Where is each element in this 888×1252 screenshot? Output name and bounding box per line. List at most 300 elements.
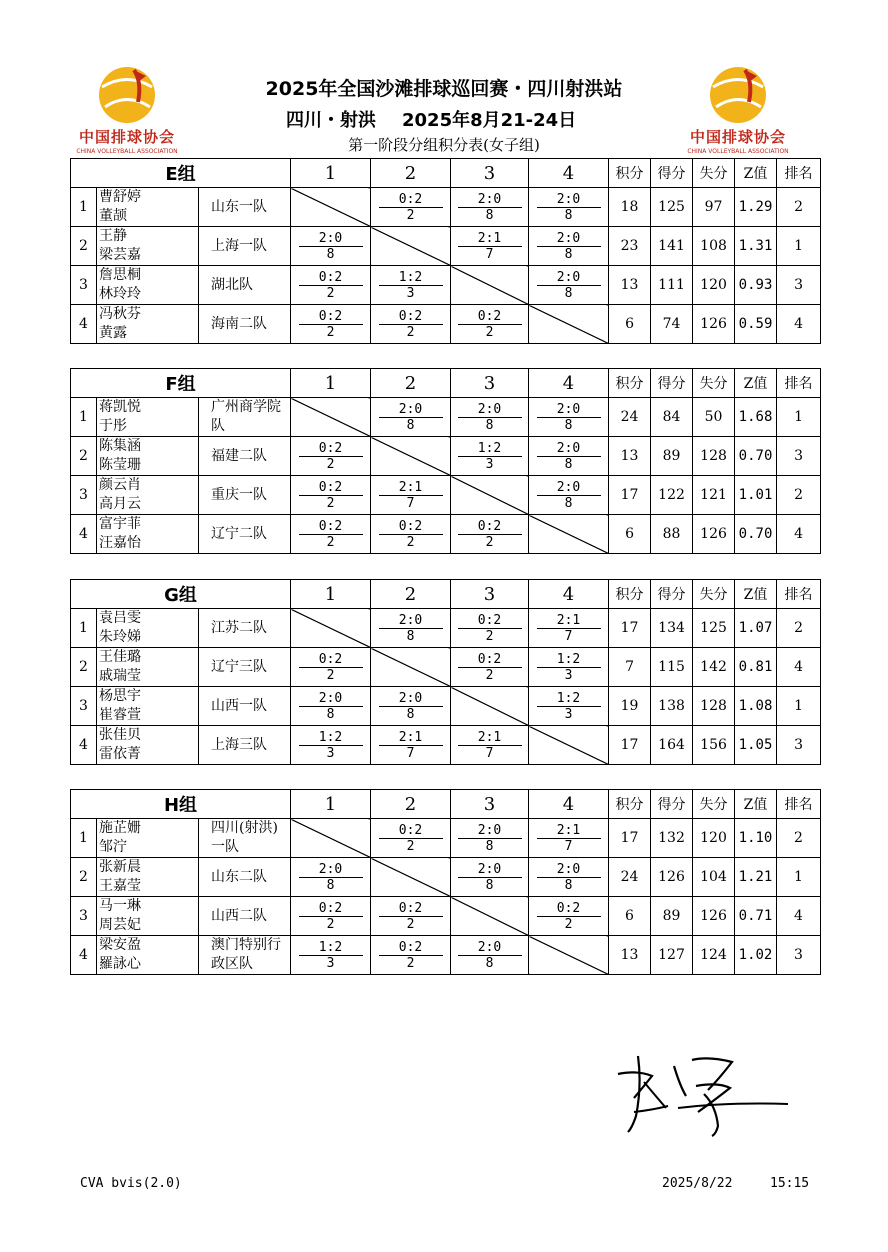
player-names [97,819,199,858]
player-names [97,305,199,344]
match-col-header: 4 [529,369,609,398]
seed-number: 4 [71,936,97,975]
match-col-header: 3 [451,159,529,188]
match-points: 3 [326,745,335,761]
player-1-name: 马一琳 [99,898,141,914]
points-col-header: 积分 [609,369,651,398]
seed-number: 1 [71,398,97,437]
match-points: 7 [406,745,415,761]
scored-value: 141 [651,227,693,266]
scored-value: 127 [651,936,693,975]
page-title: 2025年全国沙滩排球巡回赛・四川射洪站 [265,78,623,100]
scored-value: 115 [651,648,693,687]
match-result-cell [291,687,371,726]
set-score: 2:0 [458,192,522,208]
set-score: 2:0 [537,402,601,418]
match-points: 7 [406,495,415,511]
player-2-name: 王嘉莹 [99,878,141,894]
match-score [537,613,601,644]
lost-value: 97 [693,188,735,227]
scored-col-header: 得分 [651,790,693,819]
match-score [537,270,601,301]
match-score [458,441,522,472]
team-name: 辽宁三队 [199,648,291,687]
group-name: E组 [71,159,291,188]
seed-number: 3 [71,476,97,515]
match-points: 8 [326,246,335,262]
table-row [71,227,821,266]
match-points: 2 [326,916,335,932]
match-col-header: 4 [529,159,609,188]
set-score: 0:2 [379,901,443,917]
match-result-cell [529,227,609,266]
match-points: 2 [326,324,335,340]
set-score: 0:2 [299,309,363,325]
match-col-header: 3 [451,790,529,819]
page-subtitle: 第一阶段分组积分表(女子组) [348,136,540,154]
rank-col-header: 排名 [777,159,821,188]
set-score: 0:2 [458,309,522,325]
match-points: 7 [485,745,494,761]
match-points: 3 [406,285,415,301]
lost-value: 121 [693,476,735,515]
match-result-cell [371,936,451,975]
lost-value: 120 [693,266,735,305]
set-score: 2:1 [379,730,443,746]
set-score: 2:0 [379,402,443,418]
match-score [458,309,522,340]
match-result-cell [371,819,451,858]
match-score [537,823,601,854]
player-1-name: 袁吕雯 [99,610,141,626]
match-result-cell [291,227,371,266]
team-name: 山东二队 [199,858,291,897]
table-row [71,437,821,476]
self-match-cell [371,437,451,476]
match-points: 2 [326,456,335,472]
match-score [379,192,443,223]
scored-value: 125 [651,188,693,227]
seed-number: 2 [71,437,97,476]
self-match-cell [529,305,609,344]
set-score: 2:0 [299,231,363,247]
player-2-name: 于彤 [99,418,127,434]
seed-number: 4 [71,305,97,344]
scored-value: 88 [651,515,693,554]
match-score [299,270,363,301]
table-row [71,609,821,648]
lost-value: 104 [693,858,735,897]
rank-col-header: 排名 [777,580,821,609]
set-score: 2:0 [379,691,443,707]
table-row [71,266,821,305]
match-points: 8 [485,877,494,893]
lost-col-header: 失分 [693,580,735,609]
match-score [458,652,522,683]
set-score: 2:0 [458,823,522,839]
match-score [537,691,601,722]
match-score [299,730,363,761]
table-row [71,726,821,765]
set-score: 2:0 [458,940,522,956]
player-1-name: 梁安盈 [99,937,141,953]
rank-value: 1 [777,227,821,266]
rank-value: 4 [777,897,821,936]
set-score: 0:2 [458,613,522,629]
rank-value: 3 [777,936,821,975]
player-1-name: 曹舒婷 [99,189,141,205]
player-2-name: 汪嘉怡 [99,535,141,551]
rank-value: 4 [777,515,821,554]
points-value: 24 [609,398,651,437]
match-result-cell [529,687,609,726]
rank-value: 3 [777,266,821,305]
match-points: 2 [406,916,415,932]
player-2-name: 林玲玲 [99,286,141,302]
rank-value: 2 [777,609,821,648]
team-name: 上海三队 [199,726,291,765]
self-match-cell [291,609,371,648]
lost-value: 108 [693,227,735,266]
match-result-cell [451,227,529,266]
lost-value: 126 [693,515,735,554]
match-score [537,901,601,932]
points-value: 18 [609,188,651,227]
match-points: 8 [485,838,494,854]
match-score [458,730,522,761]
match-score [379,901,443,932]
match-points: 2 [406,955,415,971]
team-name: 江苏二队 [199,609,291,648]
lost-value: 142 [693,648,735,687]
team-name: 山西二队 [199,897,291,936]
points-value: 17 [609,726,651,765]
self-match-cell [451,476,529,515]
team-name: 重庆一队 [199,476,291,515]
table-row [71,515,821,554]
match-points: 3 [326,955,335,971]
lost-value: 125 [693,609,735,648]
player-2-name: 羅詠心 [99,956,141,972]
player-2-name: 周芸妃 [99,917,141,933]
set-score: 2:0 [537,192,601,208]
group-name: H组 [71,790,291,819]
logo-chinese-text: 中国排球协会 [689,128,786,146]
scored-col-header: 得分 [651,159,693,188]
match-score [299,480,363,511]
match-result-cell [371,398,451,437]
group-table [70,368,821,554]
event-location-dates [286,106,576,132]
set-score: 2:1 [458,730,522,746]
match-points: 2 [406,207,415,223]
table-row [71,188,821,227]
z-value: 1.07 [735,609,777,648]
match-col-header: 4 [529,580,609,609]
rank-col-header: 排名 [777,369,821,398]
match-score [458,519,522,550]
rank-value: 4 [777,305,821,344]
match-score [537,231,601,262]
scored-value: 134 [651,609,693,648]
match-points: 7 [485,246,494,262]
set-score: 2:1 [458,231,522,247]
scored-value: 74 [651,305,693,344]
match-points: 8 [485,207,494,223]
points-value: 17 [609,819,651,858]
points-value: 19 [609,687,651,726]
set-score: 0:2 [379,192,443,208]
match-col-header: 2 [371,159,451,188]
player-names [97,476,199,515]
match-score [537,862,601,893]
footer-software: CVA bvis(2.0) [80,1176,182,1191]
match-col-header: 1 [291,369,371,398]
match-result-cell [451,515,529,554]
match-result-cell [291,305,371,344]
match-points: 8 [564,417,573,433]
self-match-cell [529,726,609,765]
points-value: 6 [609,515,651,554]
match-score [379,940,443,971]
match-points: 8 [326,706,335,722]
match-result-cell [371,476,451,515]
match-score [537,441,601,472]
match-score [537,192,601,223]
player-2-name: 高月云 [99,496,141,512]
player-1-name: 詹思桐 [99,267,141,283]
lost-value: 128 [693,687,735,726]
match-points: 2 [564,916,573,932]
match-col-header: 3 [451,580,529,609]
set-score: 2:0 [458,402,522,418]
match-points: 8 [564,877,573,893]
z-value: 0.93 [735,266,777,305]
set-score: 2:0 [537,862,601,878]
rank-value: 2 [777,188,821,227]
scored-value: 138 [651,687,693,726]
match-points: 8 [406,417,415,433]
match-result-cell [529,266,609,305]
match-col-header: 1 [291,790,371,819]
set-score: 0:2 [299,901,363,917]
seed-number: 2 [71,648,97,687]
set-score: 1:2 [458,441,522,457]
set-score: 0:2 [458,519,522,535]
lost-value: 50 [693,398,735,437]
match-result-cell [291,936,371,975]
match-points: 2 [485,667,494,683]
set-score: 0:2 [299,480,363,496]
player-1-name: 冯秋芬 [99,306,141,322]
set-score: 2:1 [379,480,443,496]
seed-number: 2 [71,858,97,897]
match-result-cell [529,437,609,476]
match-result-cell [371,188,451,227]
player-names [97,726,199,765]
match-result-cell [291,437,371,476]
player-names [97,515,199,554]
group-header-row [71,369,821,398]
match-col-header: 3 [451,369,529,398]
match-score [537,402,601,433]
player-1-name: 王佳璐 [99,649,141,665]
z-value: 0.70 [735,515,777,554]
match-points: 8 [485,955,494,971]
z-value: 1.01 [735,476,777,515]
self-match-cell [371,227,451,266]
match-score [458,192,522,223]
match-result-cell [451,858,529,897]
points-value: 13 [609,437,651,476]
match-points: 3 [564,667,573,683]
lost-col-header: 失分 [693,159,735,188]
player-2-name: 陈莹珊 [99,457,141,473]
set-score: 1:2 [299,730,363,746]
set-score: 2:0 [537,480,601,496]
match-points: 2 [326,285,335,301]
player-2-name: 朱玲娣 [99,629,141,645]
match-result-cell [291,515,371,554]
player-names [97,188,199,227]
scored-value: 164 [651,726,693,765]
rank-value: 3 [777,437,821,476]
scored-value: 132 [651,819,693,858]
scored-value: 89 [651,437,693,476]
self-match-cell [371,648,451,687]
self-match-cell [529,936,609,975]
seed-number: 3 [71,266,97,305]
group-name: F组 [71,369,291,398]
match-score [458,940,522,971]
match-result-cell [451,437,529,476]
match-result-cell [529,476,609,515]
team-name: 澳门特别行政区队 [199,936,291,975]
seed-number: 1 [71,188,97,227]
set-score: 2:0 [299,862,363,878]
player-names [97,936,199,975]
match-points: 8 [564,207,573,223]
match-result-cell [451,188,529,227]
match-points: 8 [564,246,573,262]
z-value: 0.70 [735,437,777,476]
match-result-cell [529,188,609,227]
match-result-cell [529,609,609,648]
points-value: 13 [609,936,651,975]
match-result-cell [371,687,451,726]
match-score [458,613,522,644]
scored-value: 89 [651,897,693,936]
self-match-cell [451,266,529,305]
z-value: 1.21 [735,858,777,897]
team-name: 福建二队 [199,437,291,476]
match-col-header: 4 [529,790,609,819]
player-2-name: 邹泞 [99,839,127,855]
points-col-header: 积分 [609,159,651,188]
match-score [458,823,522,854]
points-value: 24 [609,858,651,897]
lost-col-header: 失分 [693,369,735,398]
player-names [97,227,199,266]
match-points: 7 [564,628,573,644]
z-value: 0.81 [735,648,777,687]
set-score: 0:2 [299,652,363,668]
match-points: 7 [564,838,573,854]
lost-value: 156 [693,726,735,765]
self-match-cell [291,819,371,858]
match-points: 2 [406,838,415,854]
match-score [458,862,522,893]
match-score [379,402,443,433]
set-score: 1:2 [379,270,443,286]
player-2-name: 崔睿萱 [99,707,141,723]
seed-number: 1 [71,609,97,648]
z-value: 1.02 [735,936,777,975]
points-value: 6 [609,897,651,936]
set-score: 2:0 [299,691,363,707]
player-1-name: 蒋凯悦 [99,399,141,415]
z-value: 0.59 [735,305,777,344]
player-names [97,897,199,936]
match-points: 8 [564,285,573,301]
points-value: 17 [609,609,651,648]
table-row [71,476,821,515]
match-score [299,441,363,472]
match-result-cell [291,897,371,936]
match-score [458,402,522,433]
rank-value: 4 [777,648,821,687]
player-names [97,437,199,476]
set-score: 0:2 [537,901,601,917]
self-match-cell [291,398,371,437]
self-match-cell [371,858,451,897]
scored-value: 126 [651,858,693,897]
player-names [97,609,199,648]
match-result-cell [451,609,529,648]
table-row [71,936,821,975]
match-points: 2 [326,667,335,683]
rank-value: 2 [777,476,821,515]
match-score [379,613,443,644]
footer-time: 15:15 [770,1176,810,1191]
group-header-row [71,580,821,609]
z-value: 1.08 [735,687,777,726]
table-row [71,305,821,344]
set-score: 0:2 [379,519,443,535]
z-col-header: Z值 [735,580,777,609]
z-value: 1.31 [735,227,777,266]
match-score [299,519,363,550]
player-2-name: 雷依菁 [99,746,141,762]
match-score [299,231,363,262]
match-score [379,691,443,722]
match-result-cell [291,726,371,765]
match-score [379,730,443,761]
team-name: 四川(射洪)一队 [199,819,291,858]
match-result-cell [291,476,371,515]
team-name: 山东一队 [199,188,291,227]
match-points: 8 [326,877,335,893]
team-name: 湖北队 [199,266,291,305]
match-result-cell [451,398,529,437]
rank-value: 3 [777,726,821,765]
match-score [537,652,601,683]
z-value: 1.05 [735,726,777,765]
match-col-header: 2 [371,369,451,398]
match-points: 2 [326,495,335,511]
match-result-cell [529,648,609,687]
self-match-cell [529,515,609,554]
